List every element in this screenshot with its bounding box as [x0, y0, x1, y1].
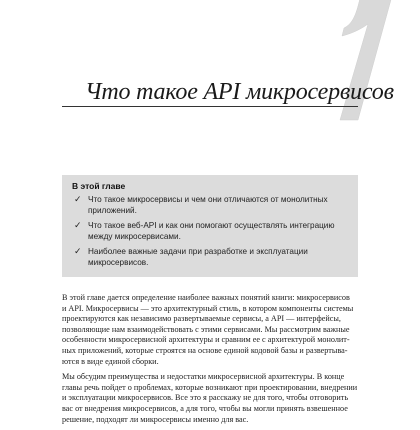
list-item-line: Что такое веб-API и как они помогают осуществлять интеграцию [88, 221, 335, 230]
title-rule [62, 106, 358, 107]
text-line: вас от внедрения микросервисов, а для того, чтобы вы могли принять взвешенное [62, 403, 348, 413]
summary-heading: В этой главе [72, 181, 126, 191]
list-item [72, 246, 352, 268]
text-line: главы речь пойдет о проблемах, которые возникают при проектировании, внедрении [62, 382, 358, 392]
list-item-line: микросервисов. [88, 258, 149, 267]
text-line: Мы обсудим преимущества и недостатки микросервисной архитектуры. В конце [62, 372, 345, 382]
paragraph-2 [62, 372, 358, 425]
list-item-line: Что такое микросервисы и чем они отличаются от монолитных [88, 195, 328, 204]
text-line: ных приложений, которые строятся на основе единой кодовой базы и развертыва- [62, 345, 348, 355]
chapter-summary-box [62, 175, 358, 277]
text-line: и API. Микросервисы — это архитектурный стиль, в котором компоненты системы [62, 303, 354, 313]
list-item-line: между микросервисами. [88, 232, 181, 241]
body-text [62, 293, 358, 430]
list-item-line: приложений. [88, 206, 137, 215]
summary-list [72, 194, 352, 272]
chapter-title: Что такое API микросервисов [85, 79, 394, 105]
text-line: В этой главе дается определение наиболее важных понятий книги: микросервисов [62, 293, 350, 302]
list-item [72, 194, 352, 216]
checkmark-icon: ✓ [74, 246, 82, 256]
checkmark-icon: ✓ [74, 194, 82, 204]
text-line: и эксплуатации микросервисов. Все это я расскажу не для того, чтобы отговорить [62, 393, 349, 403]
text-line: ются в виде единой сборки. [62, 356, 159, 366]
list-item [72, 220, 352, 242]
text-line: особенности микросервисной архитектуры и сравним ее с архитектурой монолит- [62, 335, 350, 345]
text-line: решение, подходят ли микросервисы именно для вас. [62, 414, 249, 424]
checkmark-icon: ✓ [74, 220, 82, 230]
list-item-line: Наиболее важные задачи при разработке и эксплуатации [88, 247, 308, 256]
paragraph-1 [62, 293, 358, 367]
text-line: позволяющие нам взаимодействовать с этими сервисами. Мы рассмотрим важные [62, 324, 350, 334]
text-line: проектируются как независимо развертываемые сервисы, а API — интерфейсы, [62, 314, 341, 324]
